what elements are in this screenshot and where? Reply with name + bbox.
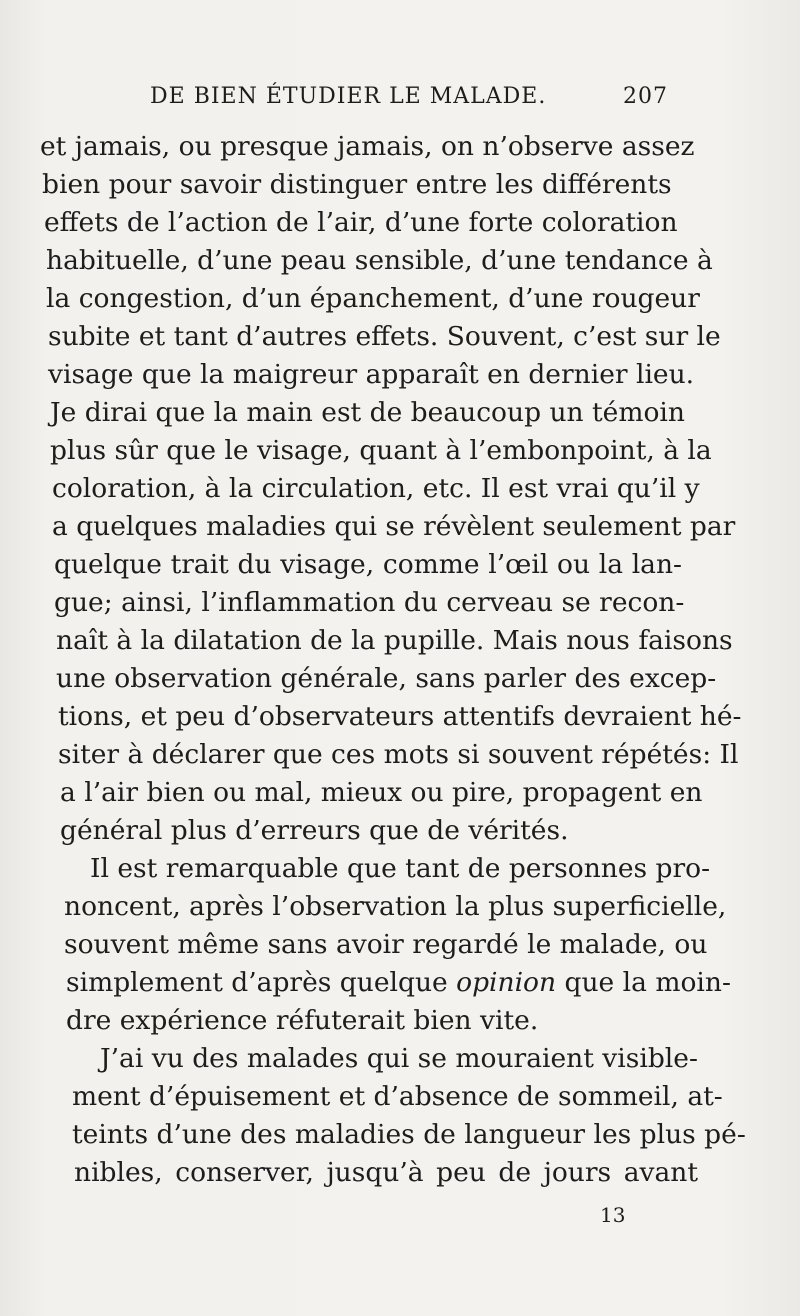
- text-line: coloration, à la circulation, etc. Il est vrai qu’il y: [52, 473, 700, 504]
- text-line: souvent même sans avoir regardé le malade, ou: [64, 929, 708, 960]
- text-line: simplement d’après quelque opinion que la moin-: [66, 967, 731, 998]
- text-line: la congestion, d’un épanchement, d’une rougeur: [46, 283, 700, 314]
- text-line: dre expérience réfuterait bien vite.: [66, 1005, 539, 1036]
- text-line: visage que la maigreur apparaît en dernier lieu.: [48, 359, 695, 390]
- running-header: [150, 84, 668, 116]
- text-line: et jamais, ou presque jamais, on n’observe assez: [40, 131, 695, 162]
- text-line: une observation générale, sans parler des excep-: [56, 663, 717, 694]
- text-line: noncent, après l’observation la plus superficielle,: [64, 891, 727, 922]
- text-line: Je dirai que la main est de beaucoup un témoin: [50, 397, 685, 428]
- text-line: tions, et peu d’observateurs attentifs devraient hé-: [58, 701, 742, 732]
- text-line: gue; ainsi, l’inflammation du cerveau se recon-: [54, 587, 685, 618]
- running-title: DE BIEN ÉTUDIER LE MALADE.: [150, 84, 547, 109]
- text-line: effets de l’action de l’air, d’une forte coloration: [44, 207, 678, 238]
- text-line: habituelle, d’une peau sensible, d’une tendance à: [46, 245, 713, 276]
- text-line: a l’air bien ou mal, mieux ou pire, propagent en: [60, 777, 703, 808]
- text-line: ment d’épuisement et d’absence de sommeil, at-: [72, 1081, 723, 1112]
- text-line: Il est remarquable que tant de personnes pro-: [90, 853, 711, 884]
- text-line: J’ai vu des malades qui se mouraient visible-: [100, 1043, 698, 1074]
- text-line: nibles, conserver, jusqu’à peu de jours avant: [74, 1157, 698, 1188]
- text-line: subite et tant d’autres effets. Souvent, c’est sur le: [48, 321, 721, 352]
- text-line: plus sûr que le visage, quant à l’embonpoint, à la: [50, 435, 712, 466]
- text-line: quelque trait du visage, comme l’œil ou la lan-: [54, 549, 682, 580]
- text-line: teints d’une des maladies de langueur les plus pé-: [72, 1119, 746, 1150]
- text-line: a quelques maladies qui se révèlent seulement par: [52, 511, 736, 542]
- page-number: 207: [623, 84, 668, 109]
- text-line: bien pour savoir distinguer entre les différents: [42, 169, 672, 200]
- page-body: [0, 128, 800, 1192]
- text-line: siter à déclarer que ces mots si souvent répétés: Il: [58, 739, 739, 770]
- text-line: naît à la dilatation de la pupille. Mais nous faisons: [56, 625, 733, 656]
- text-line: général plus d’erreurs que de vérités.: [60, 815, 569, 846]
- signature-mark: 13: [600, 1203, 626, 1227]
